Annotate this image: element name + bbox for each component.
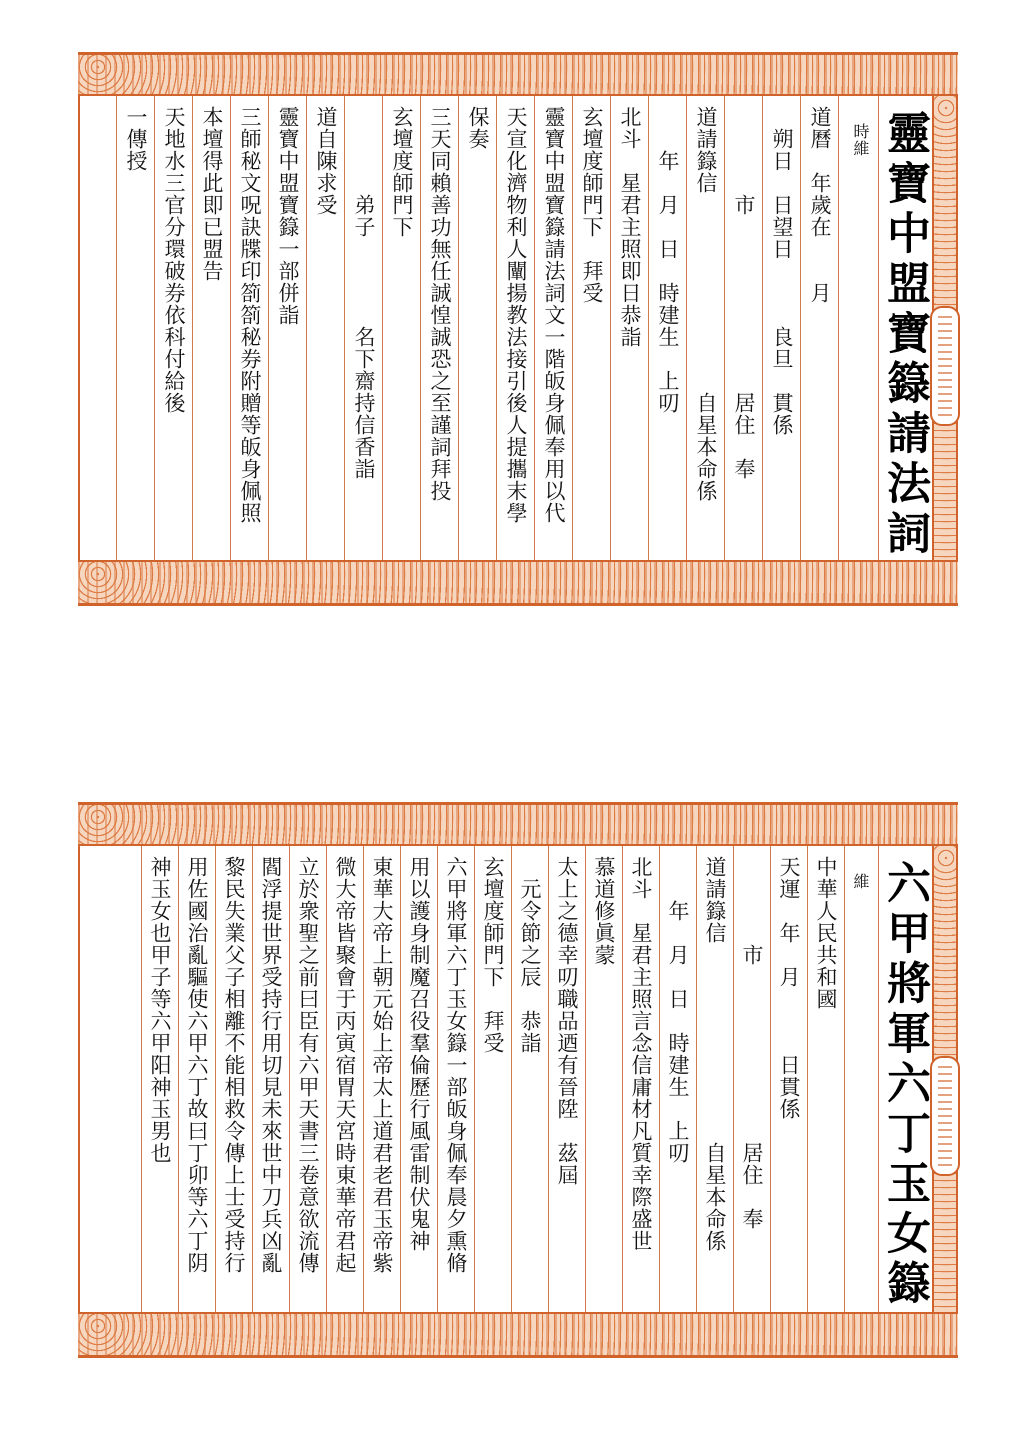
ornamental-border-bottom: [78, 1312, 958, 1358]
text-column: 用佐國治亂驅使六甲六丁故曰丁卯等六丁阴: [178, 846, 215, 1312]
text-column: 靈寶中盟寶籙請法詞文一階皈身佩奉用以代: [534, 96, 572, 560]
text-column: 天宣化濟物利人闡揚教法接引後人提攜末學: [496, 96, 534, 560]
text-column: 東華大帝上朝元始上帝太上道君老君玉帝紫: [363, 846, 400, 1312]
ornamental-border-top: [78, 52, 958, 96]
text-column: 北斗 星君主照即日恭詣: [610, 96, 648, 560]
text-column: 道請籙信 自星本命係: [696, 846, 733, 1312]
certificate-panel-liujia: [78, 802, 958, 1358]
text-column: 維: [844, 846, 878, 1312]
text-column: 元令節之辰 恭詣: [511, 846, 548, 1312]
text-column: 天地水三官分環破券依科付給後: [154, 96, 192, 560]
text-column: 用以護身制魔召役羣倫歷行風雷制伏鬼神: [400, 846, 437, 1312]
text-column: 六甲將軍六丁玉女籙一部皈身佩奉晨夕熏脩: [437, 846, 474, 1312]
text-column: 道請籙信 自星本命係: [686, 96, 724, 560]
text-column: 弟子 名下齋持信香詣: [344, 96, 382, 560]
text-column: 三天同賴善功無任誠惶誠恐之至謹詞拜投: [420, 96, 458, 560]
medallion-seal-icon: [930, 1056, 960, 1176]
text-column: 中華人民共和國: [807, 846, 844, 1312]
text-column: 道自陳求受: [306, 96, 344, 560]
text-column: 閻浮提世界受持行用切見未來世中刀兵凶亂: [252, 846, 289, 1312]
text-column: 神玉女也甲子等六甲阳神玉男也: [141, 846, 178, 1312]
text-column: 三師秘文呪訣牒印箚箚秘券附贈等皈身佩照: [230, 96, 268, 560]
text-columns: [80, 96, 932, 560]
text-column: 本壇得此即已盟告: [192, 96, 230, 560]
text-column: 保奏: [458, 96, 496, 560]
text-column: 道曆 年歲在 月: [800, 96, 838, 560]
text-column: 立於衆聖之前曰臣有六甲天書三卷意欲流傳: [289, 846, 326, 1312]
text-column: 時維: [838, 96, 878, 560]
text-column: 朔日 日望日 良旦 貫係: [762, 96, 800, 560]
text-column: 年 月 日 時建生 上叨: [648, 96, 686, 560]
text-column: 玄壇度師門下 拜受: [572, 96, 610, 560]
text-column: 靈寶中盟寶籙一部併詣: [268, 96, 306, 560]
document-title: 六甲將軍六丁玉女籙: [878, 846, 932, 1312]
text-columns: [80, 846, 932, 1312]
text-column: 市 居住 奉: [724, 96, 762, 560]
document-title: 靈寶中盟寶籙請法詞: [878, 96, 932, 560]
text-column: 微大帝皆聚會于丙寅宿胃天宮時東華帝君起: [326, 846, 363, 1312]
text-column: 天運 年 月 日貫係: [770, 846, 807, 1312]
text-column: 太上之德幸叨職品迺有晉陞 茲屆: [548, 846, 585, 1312]
ornamental-border-bottom: [78, 560, 958, 606]
text-column: 黎民失業父子相離不能相救令傳上士受持行: [215, 846, 252, 1312]
text-column: 慕道修眞蒙: [585, 846, 622, 1312]
text-column: 一傳授: [116, 96, 154, 560]
text-column: 北斗 星君主照言念信庸材凡質幸際盛世: [622, 846, 659, 1312]
text-column: 市 居住 奉: [733, 846, 770, 1312]
medallion-seal-icon: [930, 306, 960, 426]
certificate-panel-lingbao: [78, 52, 958, 606]
ornamental-border-top: [78, 802, 958, 846]
text-column: 玄壇度師門下: [382, 96, 420, 560]
ornamental-border-right: [932, 846, 958, 1312]
ornamental-border-right: [932, 96, 958, 560]
text-column: 玄壇度師門下 拜受: [474, 846, 511, 1312]
text-column: 年 月 日 時建生 上叨: [659, 846, 696, 1312]
